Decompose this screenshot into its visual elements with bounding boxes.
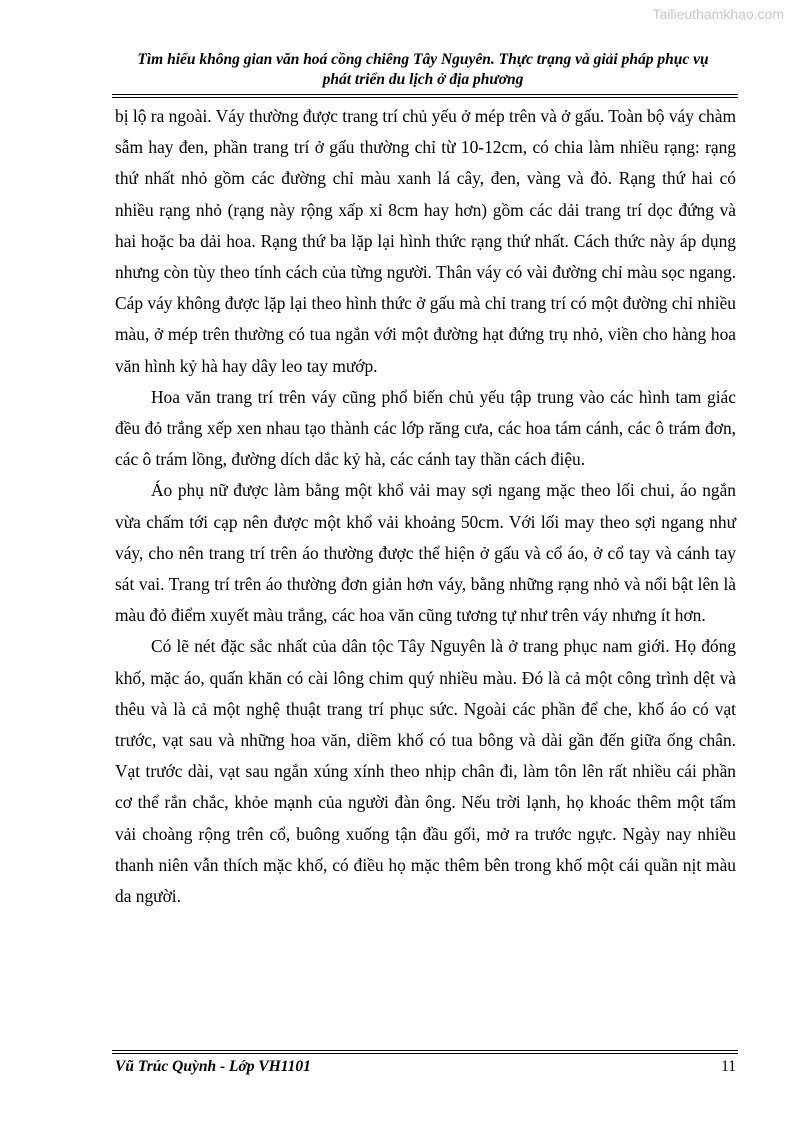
page-body xyxy=(115,101,736,912)
paragraph: Áo phụ nữ được làm bằng một khổ vải may sợi ngang mặc theo lối chui, áo ngắn vừa chấm tới cạp nên được một khổ vải khoảng 50cm. Với lối may theo sợi ngang như váy, cho nên trang trí trên áo thường được thể hiện ở gấu và cổ áo, ở cổ tay và cánh tay sát vai. Trang trí trên áo thường đơn giản hơn váy, bằng những rạng nhỏ và nổi bật lên là màu đỏ điểm xuyết màu trắng, các hoa văn cũng tương tự như trên váy nhưng ít hơn. xyxy=(115,480,736,626)
paragraph: Có lẽ nét đặc sắc nhất của dân tộc Tây Nguyên là ở trang phục nam giới. Họ đóng khố, mặc áo, quấn khăn có cài lông chim quý nhiều màu. Đó là cả một công trình dệt và thêu và là cả một nghệ thuật trang trí phục sức. Ngoài các phần để che, khố áo có vạt trước, vạt sau và những hoa văn, diềm khố có tua bông và dài gần đến giữa ống chân. Vạt trước dài, vạt sau ngắn xúng xính theo nhịp chân đi, làm tôn lên rất nhiều cái phần cơ thể rắn chắc, khỏe mạnh của người đàn ông. Nếu trời lạnh, họ khoác thêm một tấm vải choàng rộng trên cổ, buông xuống tận đầu gối, mở ra trước ngực. Ngày nay nhiều thanh niên vẫn thích mặc khố, có điều họ mặc thêm bên trong khố một cái quần nịt màu da người. xyxy=(115,636,736,907)
header-divider xyxy=(112,94,738,98)
running-header xyxy=(112,50,734,90)
header-title-line-1: Tìm hiểu không gian văn hoá cồng chiêng Tây Nguyên. Thực trạng và giải pháp phục vụ xyxy=(137,51,709,68)
footer-divider xyxy=(112,1050,738,1054)
header-title-line-2: phát triển du lịch ở địa phương xyxy=(322,71,524,88)
paragraph-continuation: bị lộ ra ngoài. Váy thường được trang trí chủ yếu ở mép trên và ở gấu. Toàn bộ váy chàm sẫm hay đen, phần trang trí ở gấu thường chỉ từ 10-12cm, có chia làm nhiều rạng: rạng thứ nhất nhỏ gồm các đường chỉ màu xanh lá cây, đen, vàng và đỏ. Rạng thứ hai có nhiều rạng nhỏ (rạng này rộng xấp xỉ 8cm hay hơn) gồm các dải trang trí dọc đứng và hai hoặc ba dải hoa. Rạng thứ ba lặp lại hình thức rạng thứ nhất. Cách thức này áp dụng nhưng còn tùy theo tính cách của từng người. Thân váy có vài đường chỉ màu sọc ngang. Cáp váy không được lặp lại theo hình thức ở gấu mà chỉ trang trí có một đường chỉ nhiều màu, ở mép trên thường có tua ngắn với một đường hạt đứng trụ nhỏ, viền cho hàng hoa văn hình kỷ hà hay dây leo tay mướp. xyxy=(115,106,736,376)
paragraph: Hoa văn trang trí trên váy cũng phổ biến chủ yếu tập trung vào các hình tam giác đều đỏ trắng xếp xen nhau tạo thành các lớp răng cưa, các hoa tám cánh, các ô trám đơn, các ô trám lồng, đường dích dắc kỷ hà, các cánh tay thần cách điệu. xyxy=(115,386,736,470)
page-number: 11 xyxy=(721,1058,736,1075)
watermark: Tailieuthamkhao.com xyxy=(652,6,784,22)
footer-author: Vũ Trúc Quỳnh - Lớp VH1101 xyxy=(115,1058,311,1075)
